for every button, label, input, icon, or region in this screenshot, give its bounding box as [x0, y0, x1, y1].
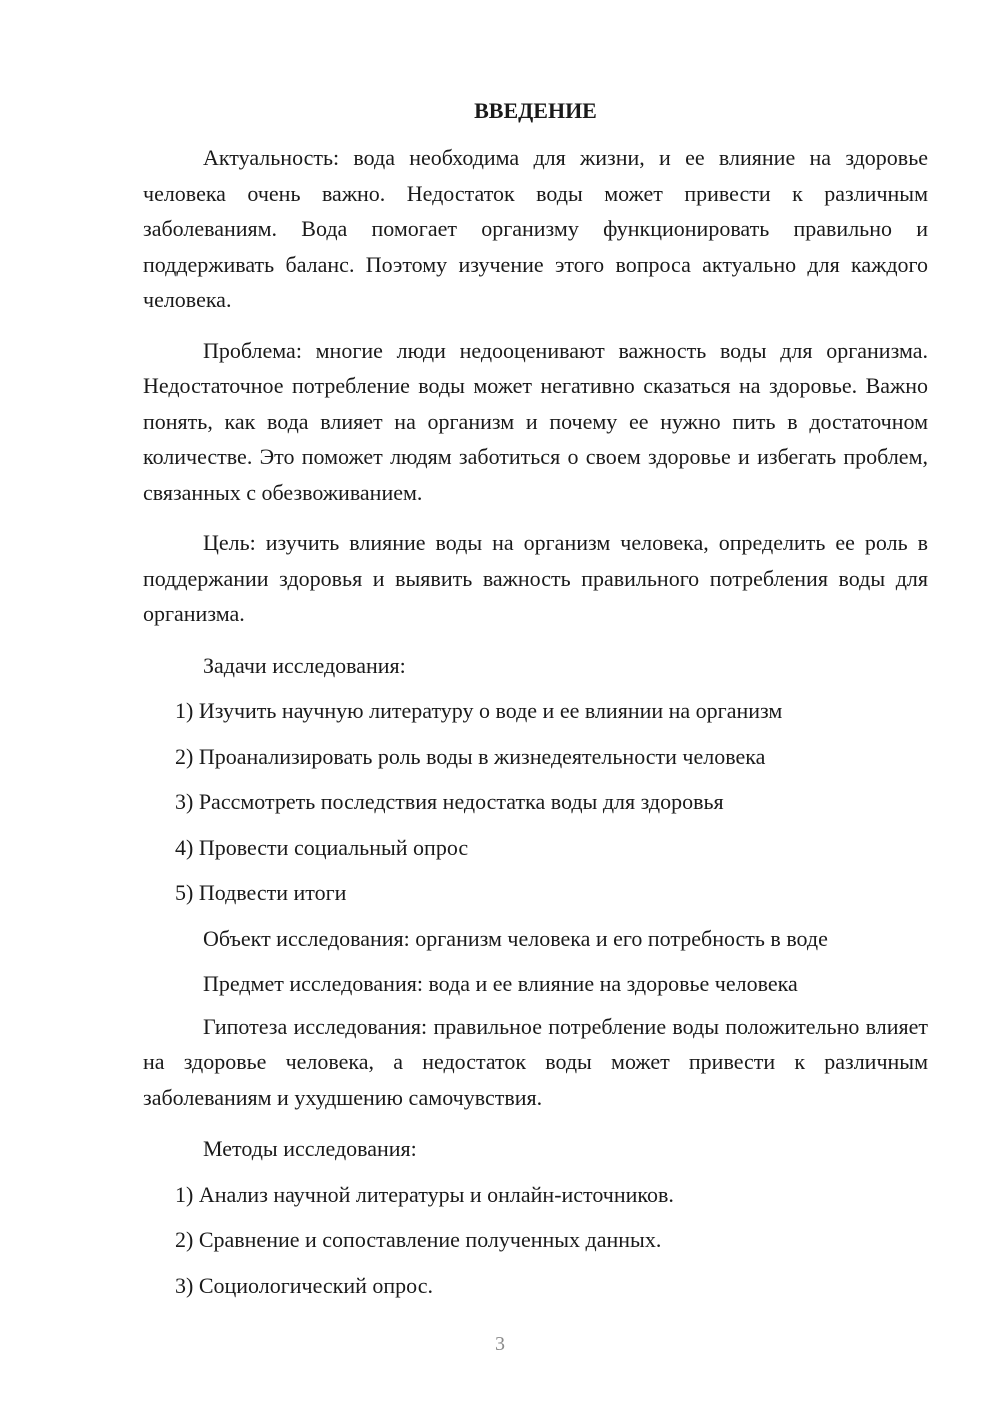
methods-heading: Методы исследования:	[203, 1136, 417, 1161]
methods-section	[143, 1126, 928, 1308]
tasks-section	[143, 643, 928, 1007]
paragraph-hypothesis: Гипотеза исследования: правильное потребление воды положительно влияет на здоровье человека, а недостаток воды может привести к различным заболеваниям и ухудшению самочувствия.	[143, 1013, 928, 1110]
method-item: 3) Социологический опрос.	[175, 1272, 433, 1298]
task-item: 2) Проанализировать роль воды в жизнедеятельности человека	[175, 743, 766, 769]
research-object: Объект исследования: организм человека и его потребность в воде	[203, 925, 828, 951]
research-subject: Предмет исследования: вода и ее влияние на здоровье человека	[203, 971, 798, 996]
paragraph-problem: Проблема: многие люди недооценивают важность воды для организма. Недостаточное потребление воды может негативно сказаться на здоровье. Важно понять, как вода влияет на организм и почему ее нужно пить в достаточном количестве. Это поможет людям заботиться о своем здоровье и избегать проблем, связанных с обезвоживанием.	[143, 337, 928, 505]
tasks-heading: Задачи исследования:	[203, 652, 406, 678]
method-item: 1) Анализ научной литературы и онлайн-источников.	[175, 1181, 674, 1207]
task-item: 3) Рассмотреть последствия недостатка воды для здоровья	[175, 789, 724, 814]
paragraph-relevance: Актуальность: вода необходима для жизни, и ее влияние на здоровье человека очень важно. Недостаток воды может привести к различным заболеваниям. Вода помогает организму функционировать правильно и поддерживать баланс. Поэтому изучение этого вопроса актуально для каждого человека.	[143, 145, 928, 312]
task-item: 4) Провести социальный опрос	[175, 834, 469, 860]
task-item: 1) Изучить научную литературу о воде и ее влиянии на организм	[175, 698, 783, 723]
task-item: 5) Подвести итоги	[175, 880, 347, 905]
method-item: 2) Сравнение и сопоставление полученных данных.	[175, 1227, 662, 1252]
paragraph-goal: Цель: изучить влияние воды на организм человека, определить ее роль в поддержании здоровья и выявить важность правильного потребления воды для организма.	[143, 530, 928, 626]
document-page	[143, 96, 928, 1308]
page-title: ВВЕДЕНИЕ	[474, 98, 597, 123]
page-number: 3	[495, 1333, 505, 1355]
